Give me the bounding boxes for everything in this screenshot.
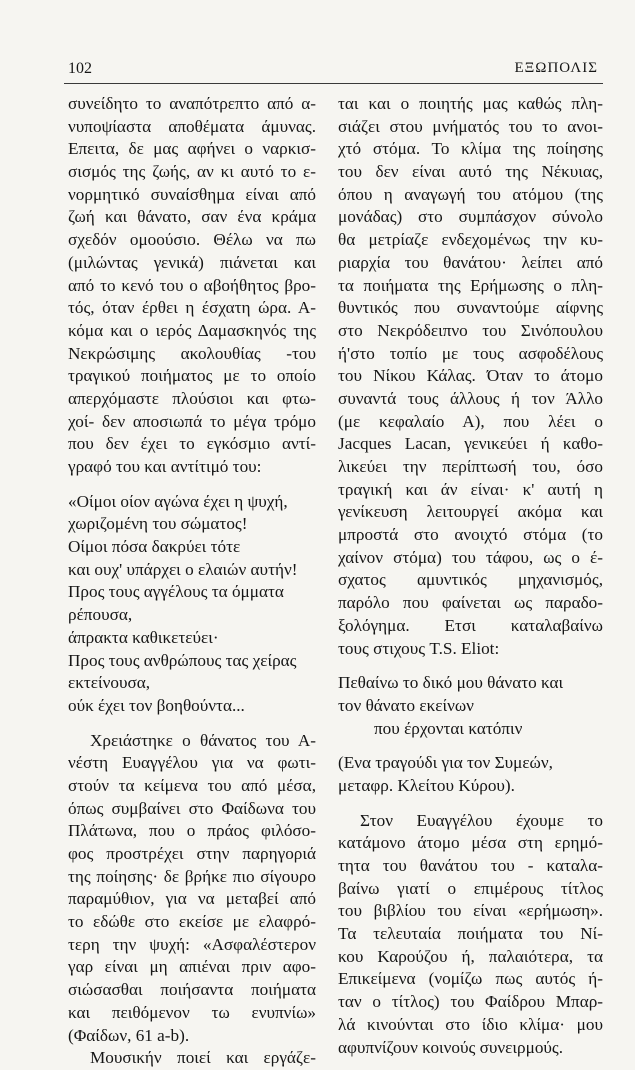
text-line: της ποίησης· δε βρήκε πιο σίγουρο (68, 866, 316, 886)
header-rule (64, 83, 603, 84)
text-line: κατάμονο άτομο μέσα στη ερημό- (338, 833, 603, 853)
text-line: χαίνον στόμα) του τάφου, ως ο έ- (338, 547, 603, 567)
text-line: γαρ είναι μη απιέναι πριν αφο- (68, 957, 316, 977)
text-line: Επικείμενα (νομίζω πως αυτός ή- (338, 969, 603, 989)
text-line: του δεν είναι αυτό της Νέκυιας, (338, 162, 603, 182)
credit-line: μεταφρ. Κλείτου Κύρου). (338, 775, 515, 795)
text-line: τητα του θανάτου του - καταλα- (338, 856, 603, 875)
text-line: γενίκευση λειτουργεί ακόμα και (338, 502, 603, 522)
left-paragraph-1 (68, 93, 316, 479)
page-number: 102 (68, 60, 92, 77)
verse-line: τον θάνατο εκείνων (338, 695, 474, 715)
text-line: όπου η αναγωγή του ατόμου (της (338, 184, 603, 204)
eliot-verse (338, 672, 603, 740)
text-line: κόμα και ο ιερός Δαμασκηνός της (68, 320, 316, 340)
text-line: ριαρχία του θανάτου· λείπει από (338, 252, 603, 272)
text-line: τραγική και άν είναι· κ' αυτή η (338, 479, 603, 499)
text-line: του βιβλίου του είναι «ερήμωση». (338, 901, 603, 921)
text-line: νυποψίαστα αποθέματα άμυνας. (68, 116, 316, 136)
text-line: νορμητικό συναίσθημα είναι από (68, 184, 316, 204)
text-line: και πειθόμενον τω ενυπνίω» (68, 1002, 316, 1022)
text-line: μονάδας) στο συμπάσχον σύνολο (338, 207, 603, 227)
text-line: νέστη Ευαγγέλου για να φωτι- (68, 753, 316, 773)
quote-line: ρέπουσα, (68, 605, 133, 625)
verse-line: που έρχονται κατόπιν (374, 718, 523, 738)
quote-line: Οίμοι πόσα δακρύει τότε (68, 537, 241, 557)
text-line: χοί- δεν αποσιωπά το μέγα τρόμο (68, 411, 316, 431)
text-line: Πλάτωνα, που ο πράος φιλόσο- (68, 821, 316, 841)
text-line: θυντικός που συναντούμε αίφνης (338, 298, 603, 318)
text-line: ταν ο τίτλος) του Φαίδρου Μπαρ- (338, 992, 603, 1012)
text-line: λά κινούνται στο ίδιο κλίμα· μου (338, 1014, 603, 1034)
text-line: τός, όταν έρθει η έσχατη ώρα. Α- (68, 298, 316, 318)
text-line: Νεκρώσιμης ακολουθίας -του (68, 343, 316, 363)
verse-line: Πεθαίνω το δικό μου θάνατο και (338, 673, 564, 693)
text-line: το εδώθε στο εκείσε με ελαφρό- (68, 912, 316, 932)
text-line: σισμός της ζωής, αν κι αυτό το ε- (68, 162, 316, 182)
credit-line: (Ενα τραγούδι για τον Συμεών, (338, 753, 553, 773)
text-line: ξολόγημα. Ετσι καταλαβαίνω (338, 615, 603, 635)
text-line: (μιλώντας γενικά) πιάνεται και (68, 252, 316, 272)
right-paragraph-2 (338, 810, 603, 1060)
text-line: παραμύθιον, για να μεταβεί από (68, 889, 316, 909)
quote-line: εκτείνουσα, (68, 673, 151, 693)
verse-credit (338, 752, 603, 797)
text-line: χτό στόμα. Το κλίμα της ποίησης (338, 139, 603, 159)
text-line: φος προστρέχει στην παρηγοριά (68, 844, 316, 863)
text-line: παρόλο που φαίνεται ως παραδο- (338, 593, 603, 613)
right-paragraph-1 (338, 93, 603, 660)
text-line: τερη την ψυχή: «Ασφαλέστερον (68, 934, 316, 954)
text-line: μπροστά στο ανοιχτό στόμα (το (338, 525, 603, 545)
text-line: στο Νεκρόδειπνο του Σινόπουλου (338, 320, 603, 340)
quote-line: Προς τους αγγέλους τα όμματα (68, 582, 284, 602)
text-line: σιάζει στου μνήματός του το ανοι- (338, 116, 603, 136)
text-line: ται και ο ποιητής μας καθώς πλη- (338, 94, 603, 113)
text-line: σχατος αμυντικός μηχανισμός, (338, 570, 603, 590)
text-line: βαίνω γιατί ο επιμέρους τίτλος (338, 878, 603, 898)
text-line: τους στιχους T.S. Eliot: (338, 638, 500, 658)
left-column (68, 93, 316, 1070)
text-line: σχεδόν ομοούσιο. Θέλω να πω (68, 230, 316, 250)
text-line: (Φαίδων, 61 a-b). (68, 1025, 190, 1045)
quote-line: άπρακτα καθικετεύει· (68, 627, 219, 647)
right-column (338, 93, 603, 1059)
text-line: που δεν έχει το εγκόσμιο αντί- (68, 434, 316, 454)
text-line: όπως συμβαίνει στο Φαίδωνα του (68, 798, 316, 818)
text-line: (με κεφαλαίο Α), που λέει ο (338, 411, 603, 431)
text-line: Επειτα, δε μας αφήνει ο ναρκισ- (68, 139, 316, 159)
text-line: Μουσικήν ποιεί και εργάζε- (90, 1048, 316, 1068)
text-line: γραφό του και αντίτιμό του: (68, 457, 262, 476)
text-line: συνείδητο το αναπότρεπτο από α- (68, 94, 316, 113)
text-line: θα μετρίαζε ενδεχομένως την κυ- (338, 230, 603, 250)
text-line: στούν τα κείμενα του από μέσα, (68, 775, 316, 795)
text-line: τραγικού ποιήματος με το οποίο (68, 366, 316, 386)
text-line: Jacques Lacan, γενικεύει ή καθο- (338, 434, 603, 454)
hymn-quote (68, 491, 316, 718)
text-line: από το κενό του ο αβοήθητος βρο- (68, 275, 316, 295)
text-line: Τα τελευταία ποιήματα του Νί- (338, 924, 603, 944)
text-line: σιώσασθαι ποιήσαντα ποιήματα (68, 980, 316, 1000)
text-line: ζωή και θάνατο, σαν ένα κράμα (68, 207, 316, 227)
text-line: ή'στο τοπίο με τους ασφοδέλους (338, 343, 603, 363)
text-line: κου Καρούζου ή, παλαιότερα, τα (338, 946, 603, 966)
text-line: τα ποιήματα της Ερήμωσης ο πλη- (338, 275, 603, 295)
left-paragraph-2 (68, 730, 316, 1070)
running-title: ΕΞΩΠΟΛΙΣ (514, 60, 598, 76)
text-line: Χρειάστηκε ο θάνατος του Α- (90, 730, 316, 750)
text-line: αφυπνίζουν κοινούς συνειρμούς. (338, 1037, 564, 1057)
text-line: συναντά τους άλλους ή τον Άλλο (338, 388, 603, 408)
quote-line: «Οίμοι οίον αγώνα έχει η ψυχή, (68, 491, 288, 511)
text-line: λικεύει την περίπτωσή του, όσο (338, 457, 603, 476)
text-line: Στον Ευαγγέλου έχουμε το (360, 810, 603, 830)
quote-line: Προς τους ανθρώπους τας χείρας (68, 650, 297, 670)
text-line: του Νίκου Κάλας. Όταν το άτομο (338, 366, 603, 386)
quote-line: και ουχ' υπάρχει ο ελαιών αυτήν! (68, 559, 298, 579)
quote-line: ούκ έχει τον βοηθούντα... (68, 695, 245, 715)
text-line: απερχόμαστε πλούσιοι και φτω- (68, 388, 316, 408)
quote-line: χωριζομένη του σώματος! (68, 514, 248, 534)
